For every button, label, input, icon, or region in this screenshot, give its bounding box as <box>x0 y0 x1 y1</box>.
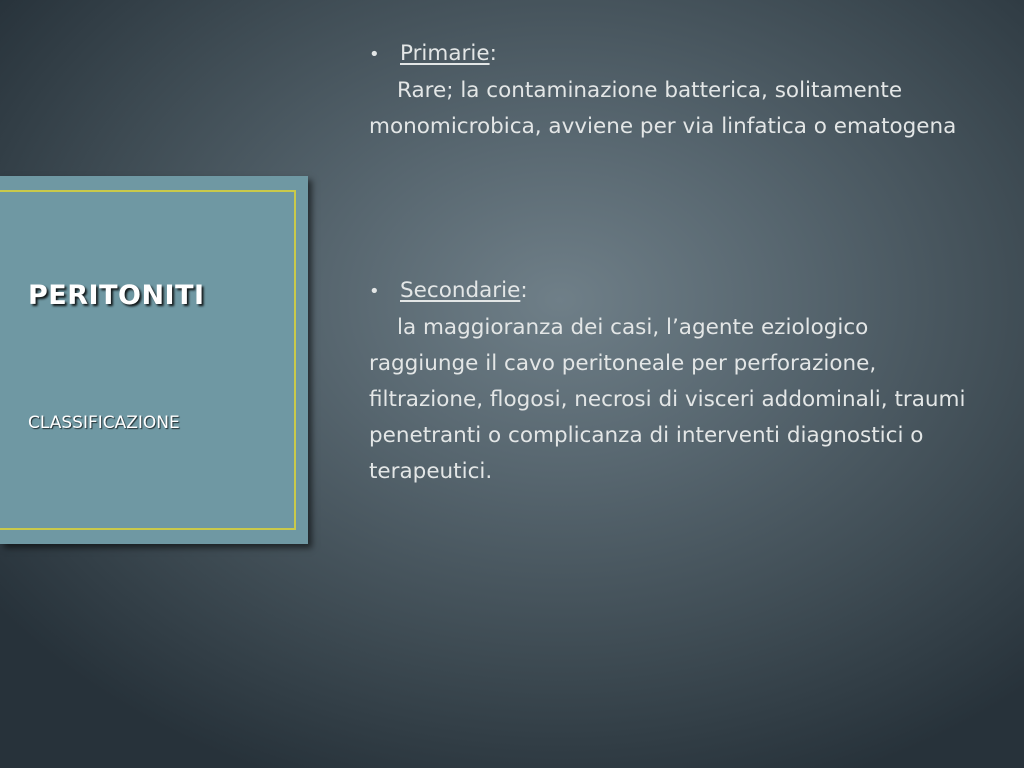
title-panel-frame <box>0 190 296 530</box>
bullet-icon: • <box>369 281 380 302</box>
content-body <box>369 36 979 490</box>
title-panel <box>0 176 308 544</box>
bullet-icon: • <box>369 44 380 65</box>
bullet-heading-primarie: Primarie <box>400 41 490 66</box>
spacer <box>369 145 979 273</box>
bullet-colon: : <box>489 41 497 66</box>
bullet-primarie <box>369 36 979 73</box>
bullet-heading-secondarie: Secondarie <box>400 278 521 303</box>
bullet-colon: : <box>520 278 528 303</box>
paragraph-primarie: Rare; la contaminazione batterica, solitamente monomicrobica, avviene per via linfatica o ematogena <box>369 78 957 139</box>
bullet-secondarie <box>369 273 979 310</box>
paragraph-secondarie: la maggioranza dei casi, l’agente eziologico raggiunge il cavo peritoneale per perforazione, filtrazione, flogosi, necrosi di visceri addominali, traumi penetranti o complicanza di interventi diagnostici o terapeutici. <box>369 315 966 484</box>
slide-title: PERITONITI <box>28 280 205 311</box>
slide-subtitle: CLASSIFICAZIONE <box>28 413 180 433</box>
